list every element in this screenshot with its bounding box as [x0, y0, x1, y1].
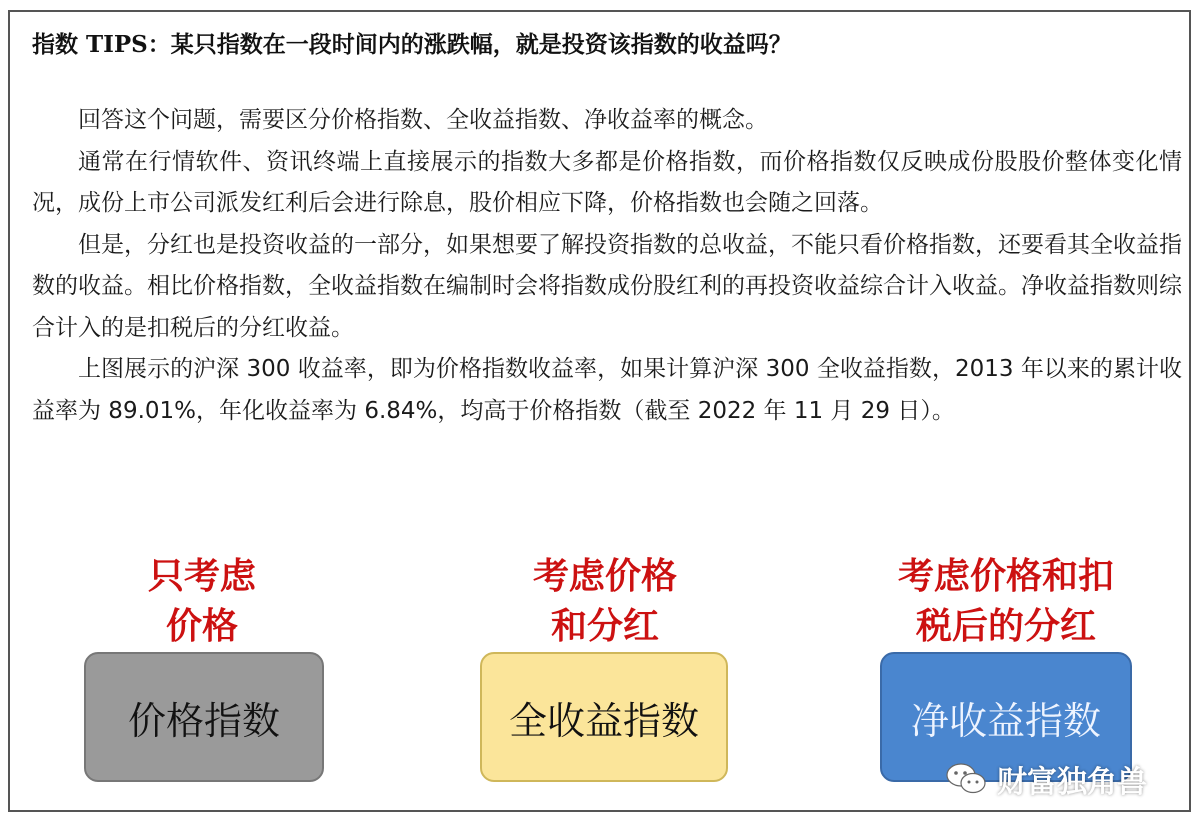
explanation-text — [32, 100, 1182, 432]
label-price-dividend-line1: 考虑价格 — [532, 556, 677, 597]
label-price-only-line1: 只考虑 — [147, 556, 256, 597]
content-frame — [8, 10, 1191, 812]
label-price-dividend-line2: 和分红 — [550, 606, 659, 647]
wechat-icon — [945, 761, 987, 797]
tips-heading: 指数 TIPS：某只指数在一段时间内的涨跌幅，就是投资该指数的收益吗？ — [32, 31, 792, 58]
price-index-box: 价格指数 — [84, 652, 324, 782]
paragraph-hs300: 上图展示的沪深 300 收益率，即为价格指数收益率，如果计算沪深 300 全收益指数，2013 年以来的累计收益率为 89.01%，年化收益率为 6.84%，均高于价格指数（截至 2022 年 11 月 29 日）。 — [32, 356, 1182, 424]
paragraph-price-index: 通常在行情软件、资讯终端上直接展示的指数大多都是价格指数，而价格指数仅反映成份股股价整体变化情况，成份上市公司派发红利后会进行除息，股价相应下降，价格指数也会随之回落。 — [32, 148, 1182, 216]
label-price-dividend — [490, 552, 720, 652]
label-price-only — [102, 552, 302, 652]
watermark — [945, 757, 1147, 801]
label-price-only-line2: 价格 — [165, 606, 238, 647]
paragraph-total-return: 但是，分红也是投资收益的一部分，如果想要了解投资指数的总收益，不能只看价格指数，还要看其全收益指数的收益。相比价格指数，全收益指数在编制时会将指数成份股红利的再投资收益综合计入收益。净收益指数则综合计入的是扣税后的分红收益。 — [32, 231, 1182, 341]
label-price-net-dividend — [878, 552, 1134, 652]
label-price-net-dividend-line1: 考虑价格和扣 — [897, 556, 1114, 597]
watermark-text: 财富独角兽 — [997, 765, 1147, 800]
net-return-index-box: 净收益指数 — [880, 652, 1132, 782]
total-return-index-box: 全收益指数 — [480, 652, 728, 782]
paragraph-intro: 回答这个问题，需要区分价格指数、全收益指数、净收益率的概念。 — [78, 107, 768, 133]
label-price-net-dividend-line2: 税后的分红 — [915, 606, 1096, 647]
